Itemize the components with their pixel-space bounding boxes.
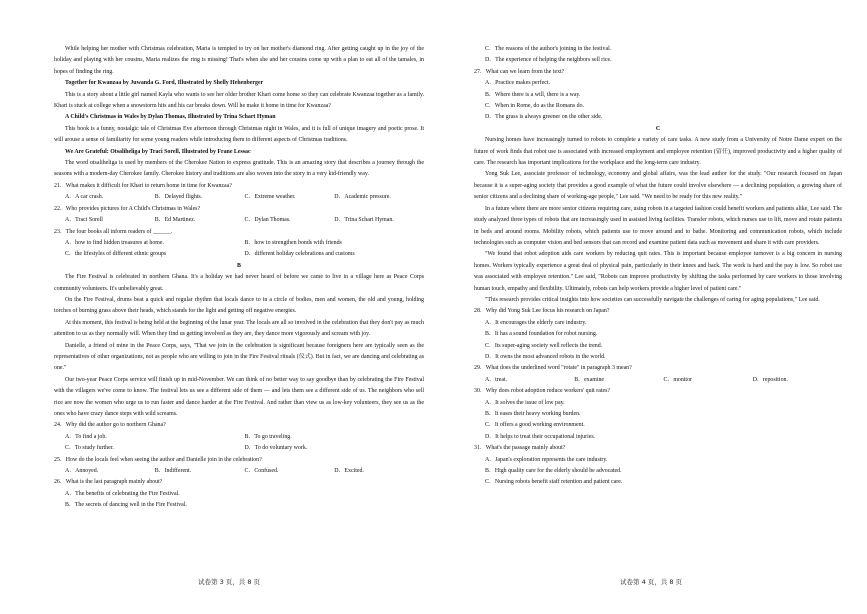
option: C．monitor [663, 376, 692, 383]
passage-b-paragraph: The Fire Festival is celebrated in northern Ghana. It's a holiday we had never heard of before we came to live in a village here as Peace Corps community volunteers. It's unbelievably great. [54, 274, 424, 292]
option: A．The benefits of celebrating the Fire Festival. [65, 490, 180, 497]
option: B．The secrets of dancing well in the Fire Festival. [65, 502, 187, 509]
option: C．Its super-aging society well reflects the trend. [485, 342, 603, 349]
question-24-options [54, 432, 424, 443]
option: A．Japan's exploration represents the care industry. [485, 456, 608, 463]
passage-c-paragraph: Nursing homes have increasingly turned to robots to complete a variety of care tasks. A new study from a University of Notre Dame expert on the future of work finds that robot use is associated with increased employment and employee retention (留任), improved productivity and a higher quality of care. The research has important implications for the workplace and the long-term care industry. [474, 137, 842, 167]
question-24-options [54, 443, 424, 454]
option: A．treat. [485, 376, 508, 383]
question-22: 22．Who provides pictures for A Child's Christmas in Wales? [54, 205, 201, 212]
option: B．Delayed flights. [154, 194, 203, 201]
option: C．The reasons of the author's joining in the festival. [485, 46, 612, 52]
option: A．Annoyed. [65, 468, 99, 475]
option: A．Traci Sorell [65, 217, 103, 224]
option: B．It has a sound foundation for robot nursing. [485, 331, 598, 338]
question-31: 31．What's the passage mainly about? [474, 445, 566, 452]
question-23: 23．The four books all inform readers of ______. [54, 228, 173, 235]
section-heading: C [655, 125, 661, 132]
option: C．Dylan Thomas. [244, 217, 291, 224]
option: C．It offers a good working environment. [485, 422, 585, 429]
option: A．how to find hidden treasures at home. [65, 239, 164, 246]
option: C．the lifestyles of different ethnic groups [65, 251, 167, 258]
section-heading: B [237, 262, 241, 269]
passage-b-paragraph: Danielle, a friend of mine in the Peace Corps, says, "That we join in the celebration is significant because foreigners here are typically seen as the representatives of other organizations, not as people who are willing to join in the Fire Festival rituals (仪式). But in fact, we are dancing and celebrating as one." [54, 342, 424, 372]
option: D．Excited. [334, 468, 364, 475]
option: D．Trina Schart Hyman. [334, 217, 394, 224]
question-29-options [474, 375, 842, 386]
option: D．reposition. [752, 376, 788, 383]
question-25-options [54, 466, 424, 477]
option: D．It owns the most advanced robots in the world. [485, 353, 606, 360]
option: C．Nursing robots benefit staff retention and patient care. [485, 479, 623, 486]
page-footer: 试卷第 4 页，共 8 页 [620, 578, 683, 586]
question-21: 21．What makes it difficult for Khari to return home in time for Kwanzaa? [54, 182, 232, 189]
passage-c-paragraph: In a future where there are more senior citizens requiring care, using robots in a targeted fashion could benefit workers and patients alike, Lee said. The study analyzed three types of robots that are increasingly used in assisted living facilities. Transfer robots, which nurses use to lift, move and rotate patients in beds and around rooms. Mobility robots, which patients use to move around and to bathe. Monitoring and communication robots, which include technologies such as computer vision and bed sensors that can record and examine patient data such as movement and share it with care providers. [474, 205, 843, 246]
book-description: The word otsaliheliga is used by members of the Cherokee Nation to express gratitude. This is an amazing story that describes a journey through the seasons with a modern-day Cherokee family. Cherokee history and traditions are also woven into the story in a very kid-friendly way. [54, 160, 424, 178]
option: D．The experience of helping the neighbors sell rice. [485, 57, 612, 64]
option: A．It solves the issue of low pay. [485, 399, 565, 406]
question-24: 24．Why did the author go to northern Ghana? [54, 422, 166, 429]
option: B．how to strengthen bonds with friends [244, 239, 342, 246]
option: B．examine [574, 376, 605, 383]
passage-c-paragraph: Yong Suk Lee, associate professor of technology, economy and global affairs, was the lead author for the study. "Our research focused on Japan because it is a super-aging society that provides a good example of what the future could involve elsewhere — a declining population, a growing share of senior citizens and a declining share of working-age people," Lee said. "We need to be ready for this new reality." [474, 171, 842, 201]
option: B．Where there is a will, there is a way. [485, 91, 581, 98]
book-title: We Are Grateful: Otsaliheliga by Traci Sorell, Illustrated by Frane Lessac [65, 148, 251, 155]
question-26: 26．What is the last paragraph mainly about? [54, 479, 163, 486]
left-page [54, 44, 424, 512]
option: A．It encourages the elderly care industry. [485, 319, 587, 326]
question-21-options [54, 192, 424, 203]
option: A．Practice makes perfect. [485, 80, 550, 87]
option: B．To go traveling. [244, 433, 292, 440]
question-23-options [54, 249, 424, 260]
question-29: 29．What does the underlined word "rotate" in paragraph 3 mean? [474, 365, 632, 372]
passage-b-paragraph: Our two-year Peace Corps service will finish up in mid-November. We can think of no better way to say goodbye than by celebrating the Fire Festival with the villagers we've come to know. The festival lets us see a different side of them — and lets them see a different side of us. The neighbors who sell rice are now the women who urge us to run faster and dance harder at the Fire Festival. And rather than view us as low-key volunteers, they see us as the ones who have crazy dance steps with wild screams. [54, 376, 424, 417]
question-23-options [54, 238, 424, 249]
question-30: 30．Why does robot adoption reduce workers' quit rates? [474, 388, 611, 395]
question-28: 28．Why did Yong Suk Lee focus his research on Japan? [474, 308, 610, 315]
passage-b-paragraph: On the Fire Festival, drums beat a quick and regular rhythm that locals dance to in a circle of bodies, men and women, the old and young, holding torches of burning grass above their heads, which stands for the light and getting off negative energies. [54, 296, 424, 315]
option: C．Confused. [244, 468, 279, 475]
book-description: This is a story about a little girl named Kayla who wants to see her older brother Khari come home so they can celebrate Kwanzaa together as a family. Khari is stuck at college when a snowstorm hits and his car breaks down. Will he make it home in time for Kwanzaa? [54, 91, 424, 110]
option: D．different holiday celebrations and customs [244, 251, 355, 258]
option: D．It helps to treat their occupational injuries. [485, 433, 596, 440]
book-description: This book is a funny, nostalgic tale of Christmas Eve afternoon through Christmas night in Wales, and it is full of unique imagery and poetic prose. It will arouse a sense of familiarity for some young readers while introducing them to different aspects of Christmas traditions. [54, 125, 424, 144]
book-title: Together for Kwanzaa by Juwanda G. Ford, Illustrated by Shelly Hehenberger [65, 80, 264, 87]
option: B．Ed Martinez. [154, 217, 196, 224]
option: D．The grass is always greener on the other side. [485, 114, 603, 121]
option: C．Extreme weather. [244, 194, 296, 201]
question-25: 25．How do the locals feel when seeing the author and Danielle join in the celebration? [54, 456, 262, 463]
option: A．A car crash. [65, 194, 104, 201]
option: B．Indifferent. [154, 468, 192, 475]
option: C．To study further. [65, 445, 114, 452]
option: D．To do voluntary work. [244, 445, 308, 452]
passage-c-paragraph: "We found that robot adoption aids care workers by reducing quit rates. This is important because employee turnover is a big concern in nursing homes. Workers typically experience a great deal of physical pain, particularly in their knees and back. The work is hard and the pay is low. So robot use was associated with employee retention." Lee said, "Robots can improve productivity by shifting the tasks performed by care workers to those involving human touch, empathy and flexibility. Ultimately, robots can help workers provide a higher level of patient care." [474, 251, 842, 292]
passage-c-paragraph: "This research provides critical insights into how societies can successfully navigate the challenges of caring for aging populations," Lee said. [485, 296, 820, 303]
option: C．When in Rome, do as the Romans do. [485, 103, 584, 110]
passage-a-paragraph: While helping her mother with Christmas celebration, Maria is tempted to try on her mother's diamond ring. After getting caught up in the joy of the holiday and playing with her cousins, Maria realizes the ring is missing! That's when she and her cousins come up with a plan to eat all of the tamales, in hopes of finding the ring. [54, 46, 424, 75]
right-page [474, 44, 842, 489]
question-22-options [54, 215, 424, 226]
option: D．Academic pressure. [334, 194, 391, 201]
question-27: 27．What can we learn from the text? [474, 68, 565, 75]
passage-b-paragraph: At this moment, this festival is being held at the beginning of the lunar year. The locals are all so involved in the celebration that they don't pay as much attention to us as they normally will. When they find us getting involved as they are, they dance more vigorously and scream with joy. [54, 319, 424, 338]
book-title: A Child's Christmas in Wales by Dylan Thomas, Illustrated by Trina Schart Hyman [65, 114, 276, 121]
option: B．It eases their heavy working burden. [485, 411, 581, 417]
page-footer: 试卷第 3 页，共 8 页 [198, 578, 261, 586]
option: A．To find a job. [65, 433, 107, 440]
option: B．High quality care for the elderly should be advocated. [485, 468, 622, 475]
